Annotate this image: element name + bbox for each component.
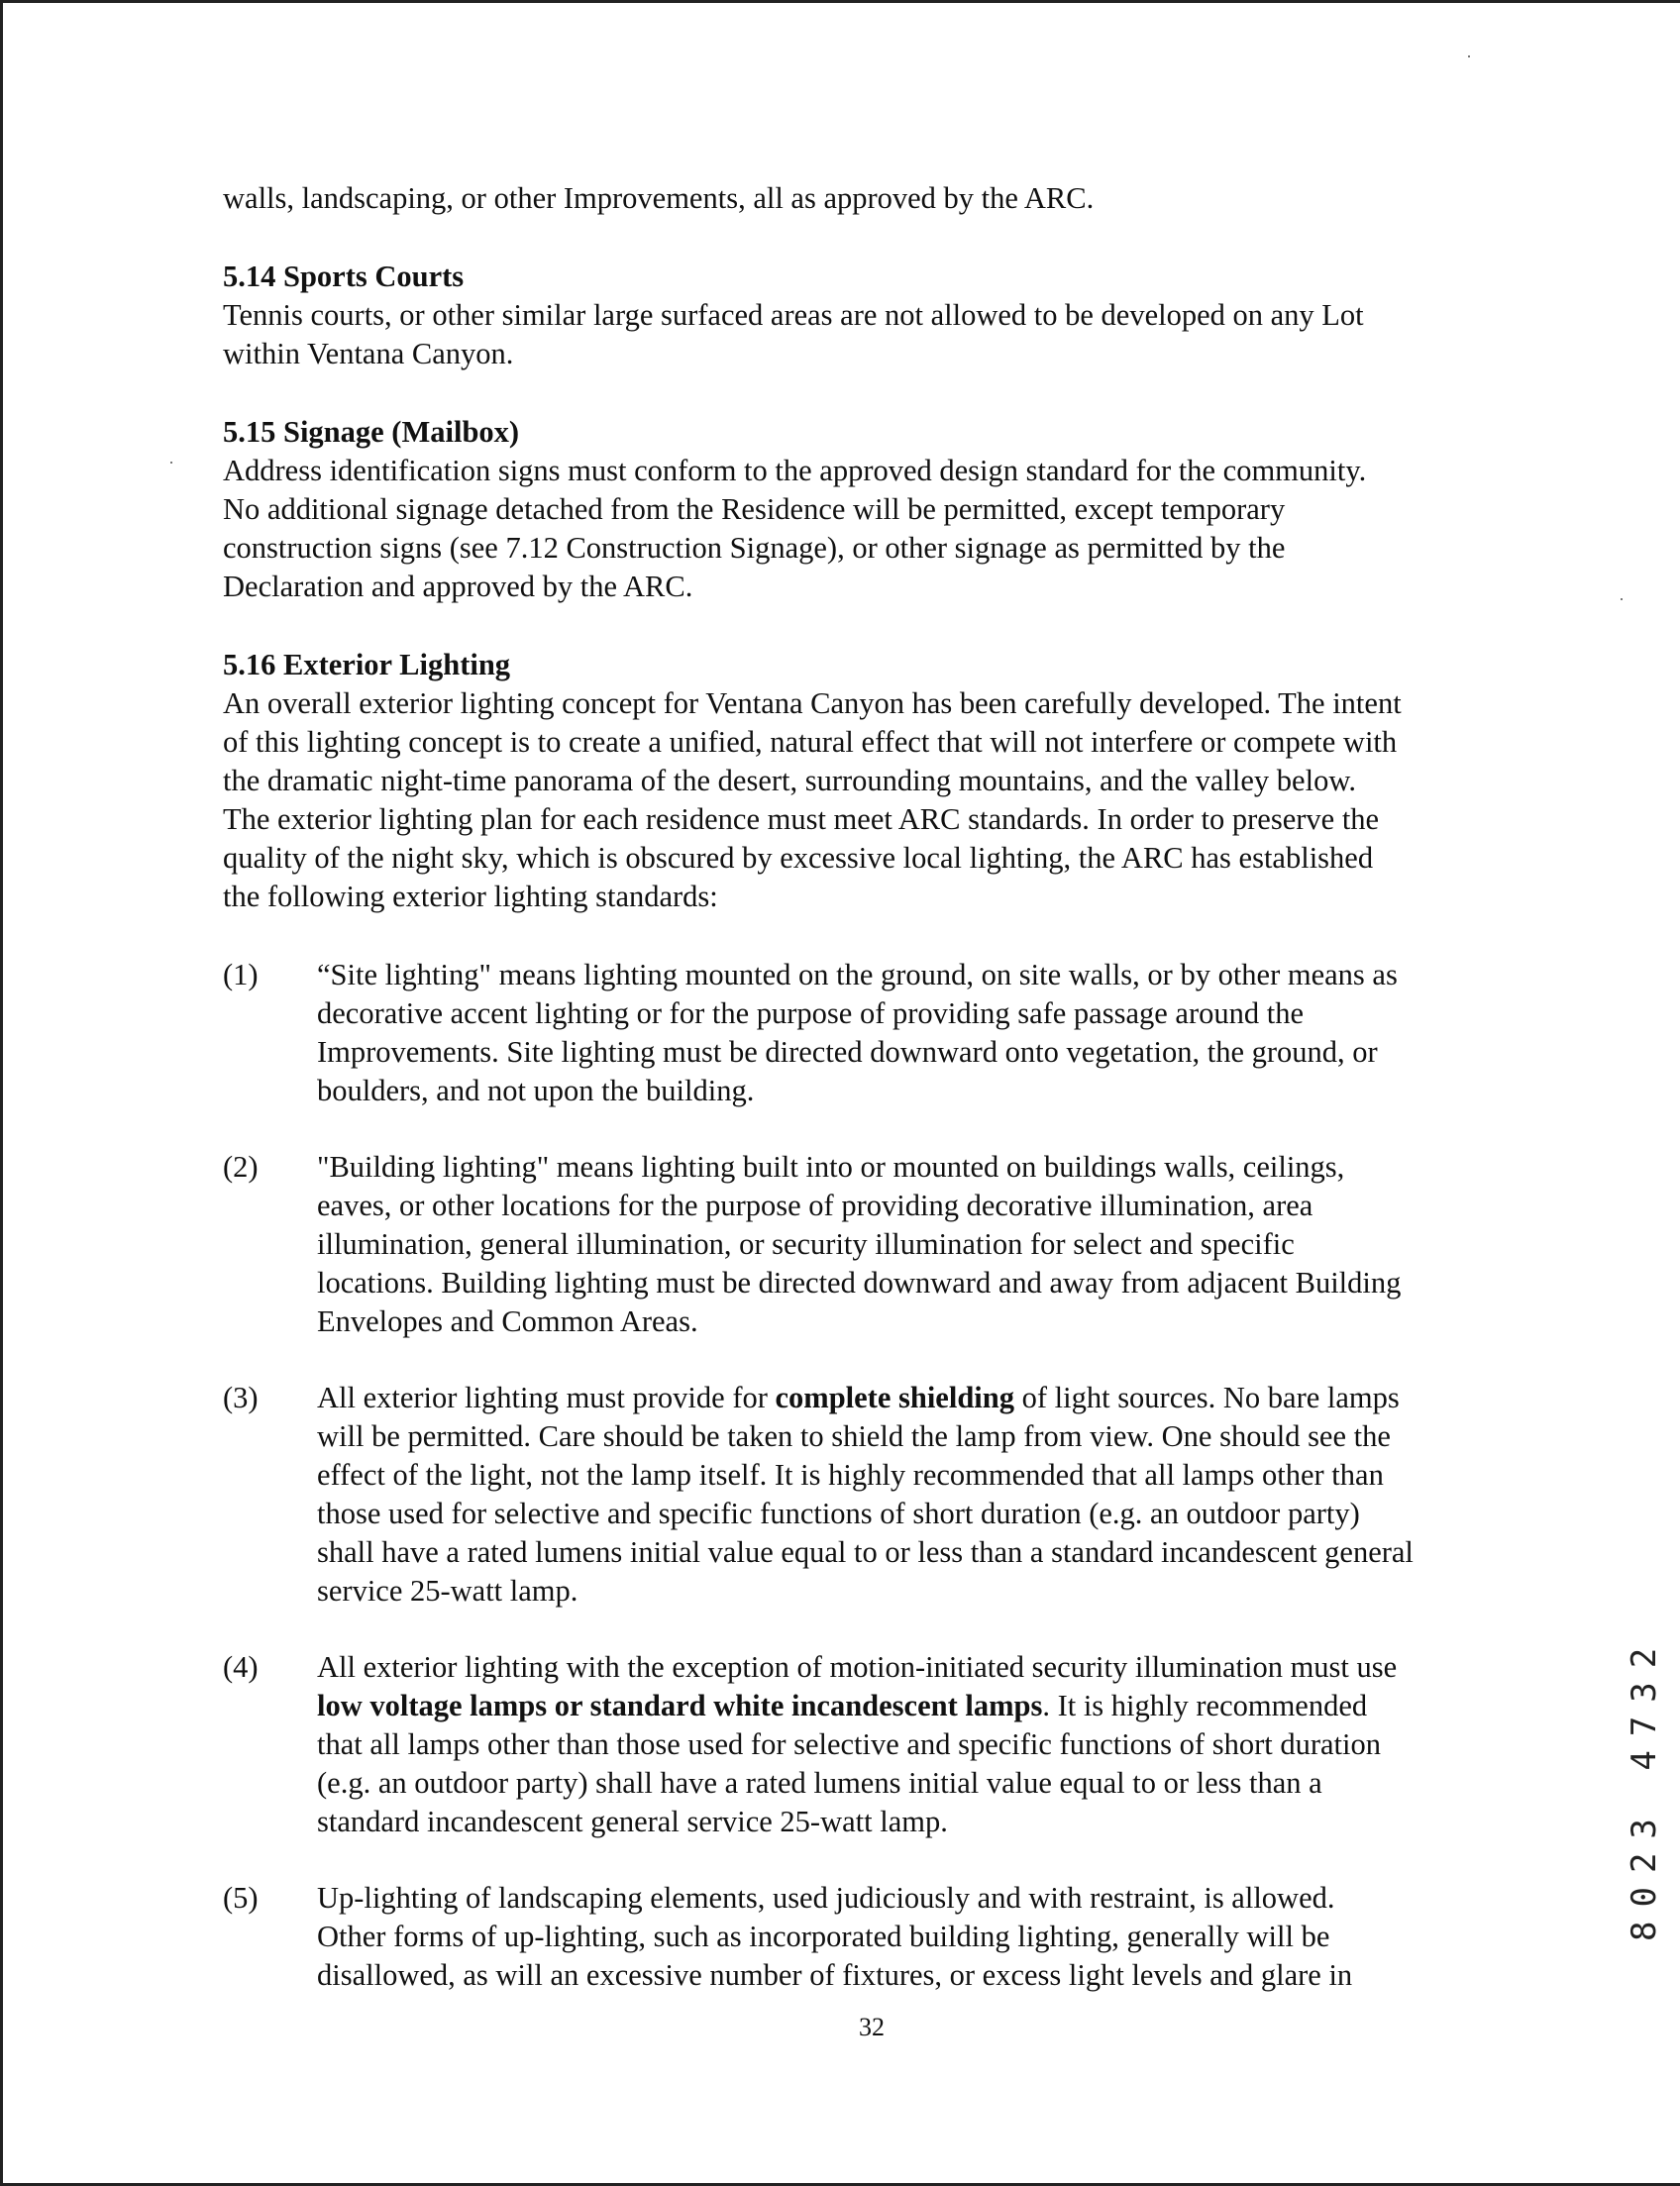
list-item-line: "Building lighting" means lighting built into or mounted on buildings walls, ceilings, [317, 1150, 1345, 1184]
list-item-line: those used for selective and specific functions of short duration (e.g. an outdoor party) [317, 1497, 1360, 1530]
scan-speck [170, 462, 172, 464]
list-item-number: (2) [223, 1150, 259, 1184]
section-text-line: the dramatic night-time panorama of the desert, surrounding mountains, and the valley below. [223, 764, 1356, 797]
list-item-line: Improvements. Site lighting must be directed downward onto vegetation, the ground, or [317, 1035, 1378, 1069]
list-item [223, 1148, 1511, 1341]
section-heading: 5.16 Exterior Lighting [223, 648, 511, 681]
list-item [223, 1648, 1511, 1841]
list-item-text: All exterior lighting must provide for [317, 1381, 776, 1414]
section-text-line: of this lighting concept is to create a unified, natural effect that will not interfere or compete with [223, 725, 1398, 759]
list-item-line: Envelopes and Common Areas. [317, 1304, 698, 1338]
list-item-number: (3) [223, 1381, 259, 1414]
list-item-number: (4) [223, 1650, 259, 1684]
list-item-line: disallowed, as will an excessive number of fixtures, or excess light levels and glare in [317, 1958, 1353, 1992]
intro-paragraph [223, 179, 1511, 218]
list-item-line: that all lamps other than those used for selective and specific functions of short duration [317, 1727, 1381, 1761]
section-text-line: The exterior lighting plan for each residence must meet ARC standards. In order to preserve the [223, 802, 1380, 836]
section-text-line: Address identification signs must conform to the approved design standard for the community. [223, 454, 1367, 487]
list-item-line: Other forms of up-lighting, such as incorporated building lighting, generally will be [317, 1920, 1330, 1953]
list-item-line: shall have a rated lumens initial value equal to or less than a standard incandescent general [317, 1535, 1414, 1569]
list-item-line: will be permitted. Care should be taken to shield the lamp from view. One should see the [317, 1419, 1391, 1453]
list-item-line: effect of the light, not the lamp itself. It is highly recommended that all lamps other than [317, 1458, 1384, 1492]
list-item-line: boulders, and not upon the building. [317, 1074, 755, 1107]
section-text-line: the following exterior lighting standards: [223, 880, 718, 913]
list-item [223, 1879, 1511, 1995]
section-exterior-lighting [223, 646, 1511, 916]
scan-speck [1468, 55, 1470, 57]
section-heading: 5.14 Sports Courts [223, 260, 465, 293]
list-item-line: “Site lighting" means lighting mounted on the ground, on site walls, or by other means as [317, 958, 1398, 991]
section-text-line: quality of the night sky, which is obscured by excessive local lighting, the ARC has established [223, 841, 1374, 875]
list-item-line: service 25-watt lamp. [317, 1574, 578, 1608]
list-item-line: locations. Building lighting must be directed downward and away from adjacent Building [317, 1266, 1402, 1300]
list-item-line: eaves, or other locations for the purpose of providing decorative illumination, area [317, 1189, 1313, 1222]
section-heading: 5.15 Signage (Mailbox) [223, 415, 520, 449]
list-item-line: decorative accent lighting or for the purpose of providing safe passage around the [317, 996, 1304, 1030]
list-item-line: All exterior lighting with the exception of motion-initiated security illumination must use [317, 1650, 1398, 1684]
section-text-line: An overall exterior lighting concept for Ventana Canyon has been carefully developed. The intent [223, 686, 1402, 720]
intro-line: walls, landscaping, or other Improvements, all as approved by the ARC. [223, 181, 1095, 215]
section-text-line: within Ventana Canyon. [223, 337, 514, 370]
margin-stamp [1625, 1565, 1664, 1941]
margin-stamp-text: 8023 4732 [1625, 1633, 1664, 1941]
list-item-line: illumination, general illumination, or security illumination for select and specific [317, 1227, 1295, 1261]
list-item-text: of light sources. No bare lamps [1013, 1381, 1400, 1414]
section-signage [223, 413, 1511, 606]
emphasis-text: low voltage lamps or standard white incandescent lamps [317, 1689, 1043, 1722]
list-item-line [317, 1379, 1511, 1417]
document-body [223, 179, 1511, 2032]
emphasis-text: complete shielding [775, 1381, 1014, 1414]
page-number: 32 [859, 2013, 885, 2041]
section-text-line: Declaration and approved by the ARC. [223, 570, 693, 603]
list-item-line [317, 1687, 1511, 1725]
section-text-line: construction signs (see 7.12 Construction Signage), or other signage as permitted by the [223, 531, 1286, 565]
list-item-number: (1) [223, 958, 259, 991]
list-item-line: standard incandescent general service 25-watt lamp. [317, 1805, 948, 1838]
list-item-number: (5) [223, 1881, 259, 1915]
list-item [223, 956, 1511, 1110]
list-item-line: (e.g. an outdoor party) shall have a rated lumens initial value equal to or less than a [317, 1766, 1322, 1800]
list-item [223, 1379, 1511, 1611]
scan-speck [1621, 598, 1623, 600]
section-text-line: No additional signage detached from the Residence will be permitted, except temporary [223, 492, 1286, 526]
list-item-text: . It is highly recommended [1042, 1689, 1368, 1722]
section-sports-courts [223, 258, 1511, 373]
list-item-line: Up-lighting of landscaping elements, used judiciously and with restraint, is allowed. [317, 1881, 1335, 1915]
section-text-line: Tennis courts, or other similar large surfaced areas are not allowed to be developed on any Lot [223, 298, 1364, 332]
